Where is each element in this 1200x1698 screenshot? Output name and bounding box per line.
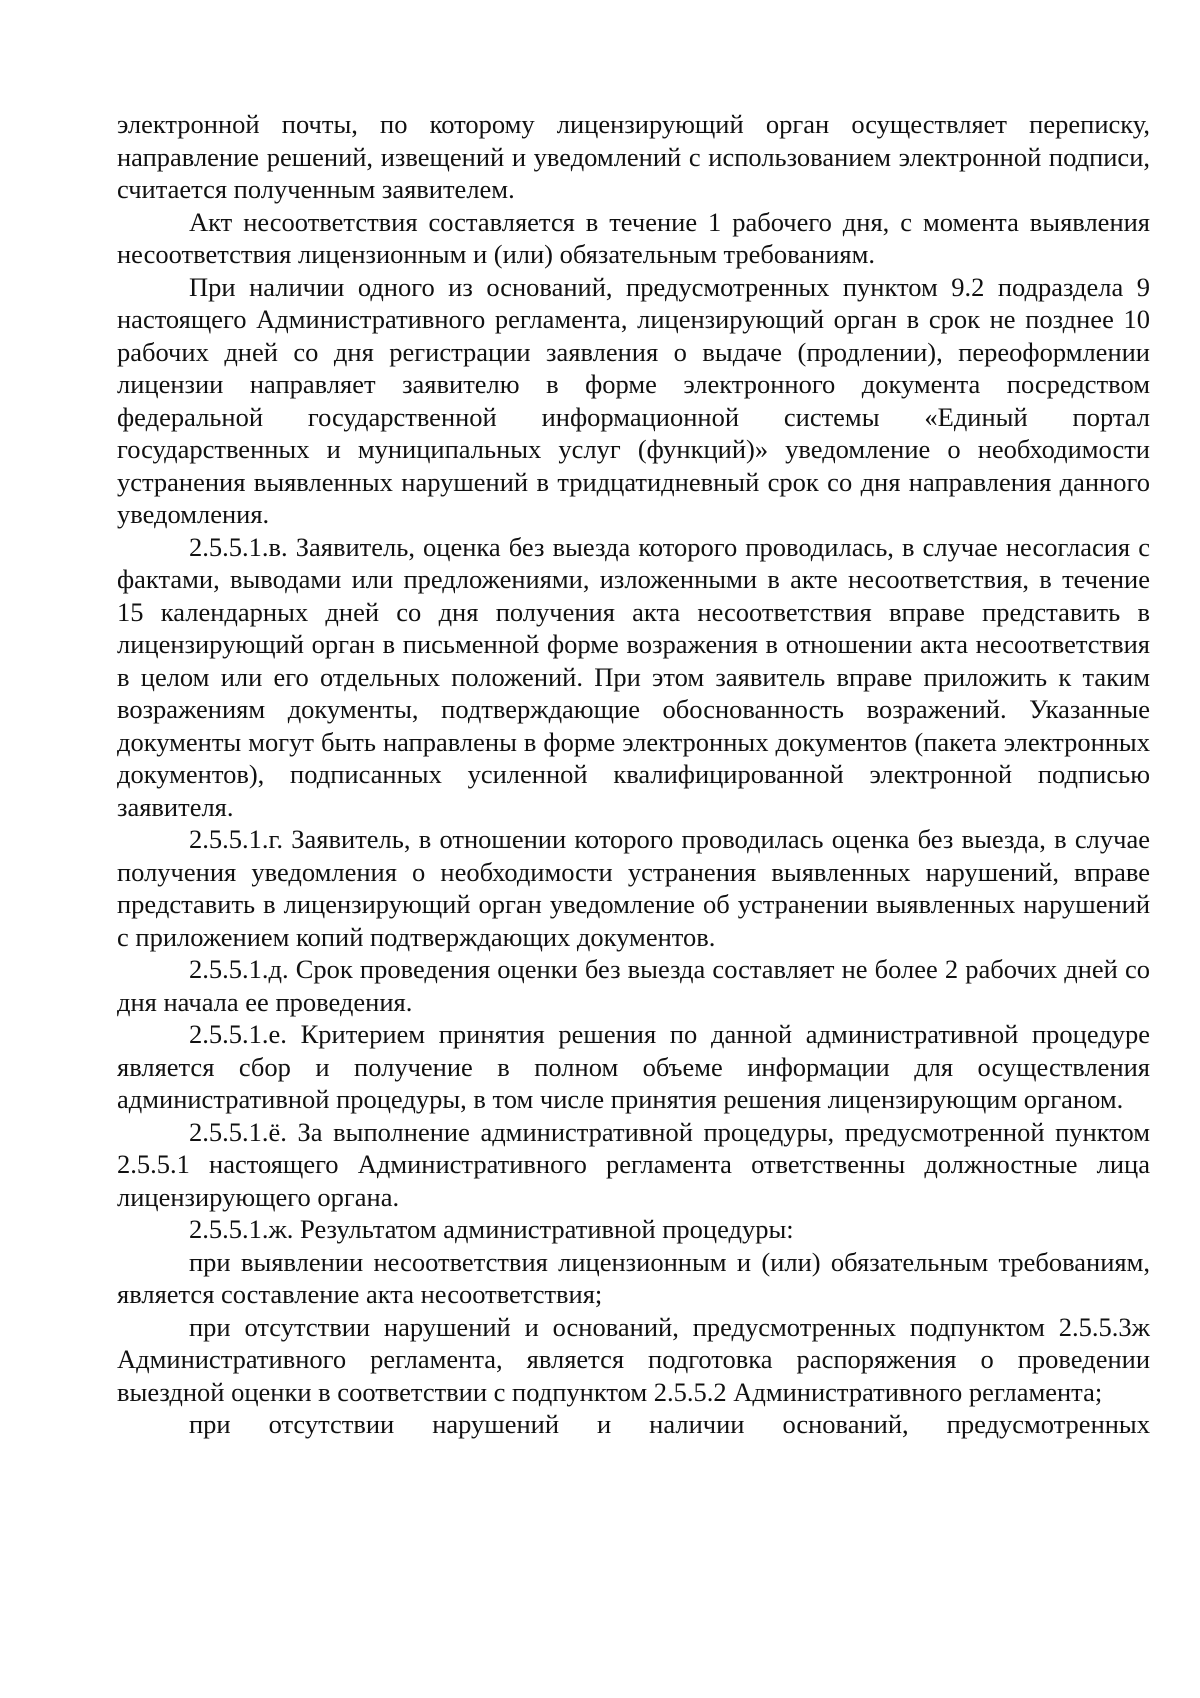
paragraph-result-continued: при отсутствии нарушений и наличии оснований, предусмотренных — [189, 1409, 1150, 1439]
paragraph-2-5-5-1-g: 2.5.5.1.г. Заявитель, в отношении которого проводилась оценка без выезда, в случае получения уведомления о необходимости устранения выявленных нарушений, вправе представить в лицензирующий орган уведомление об устранении выявленных нарушений с приложением копий подтверждающих документов. — [117, 824, 1150, 952]
paragraph-2-5-5-1-d: 2.5.5.1.д. Срок проведения оценки без выезда составляет не более 2 рабочих дней со дня начала ее проведения. — [117, 954, 1150, 1017]
paragraph-2-5-5-1-e: 2.5.5.1.е. Критерием принятия решения по данной административной процедуре является сбор и получение в полном объеме информации для осуществления административной процедуры, в том числе принятия решения лицензирующим органом. — [117, 1019, 1150, 1114]
paragraph-result-nonconformity: при выявлении несоответствия лицензионным и (или) обязательным требованиям, является составление акта несоответствия; — [117, 1246, 1150, 1309]
paragraph-2-5-5-1-zh: 2.5.5.1.ж. Результатом административной процедуры: — [189, 1214, 794, 1244]
document-page — [117, 108, 1150, 1441]
paragraph-result-onsite-assessment: при отсутствии нарушений и оснований, предусмотренных подпунктом 2.5.5.3ж Административного регламента, является подготовка распоряжения о проведении выездной оценки в соответствии с подпунктом 2.5.5.2 Административного регламента; — [117, 1311, 1150, 1407]
paragraph-2-5-5-1-v: 2.5.5.1.в. Заявитель, оценка без выезда которого проводилась, в случае несогласия с фактами, выводами или предложениями, изложенными в акте несоответствия, в течение 15 календарных дней со дня получения акта несоответствия вправе представить в лицензирующий орган в письменной форме возражения в отношении акта несоответствия в целом или его отдельных положений. При этом заявитель вправе приложить к таким возражениям документы, подтверждающие обоснованность возражений. Указанные документы могут быть направлены в форме электронных документов (пакета электронных документов), подписанных усиленной квалифицированной электронной подписью заявителя. — [117, 531, 1150, 822]
paragraph-act-of-nonconformity: Акт несоответствия составляется в течение 1 рабочего дня, с момента выявления несоответствия лицензионным и (или) обязательным требованиям. — [117, 206, 1150, 269]
paragraph-2-5-5-1-yo: 2.5.5.1.ё. За выполнение административной процедуры, предусмотренной пунктом 2.5.5.1 настоящего Административного регламента ответственны должностные лица лицензирующего органа. — [117, 1116, 1150, 1212]
paragraph-email-continuation: электронной почты, по которому лицензирующий орган осуществляет переписку, направление решений, извещений и уведомлений с использованием электронной подписи, считается полученным заявителем. — [117, 109, 1150, 204]
paragraph-violations-notice: При наличии одного из оснований, предусмотренных пунктом 9.2 подраздела 9 настоящего Административного регламента, лицензирующий орган в срок не позднее 10 рабочих дней со дня регистрации заявления о выдаче (продлении), переоформлении лицензии направляет заявителю в форме электронного документа посредством федеральной государственной информационной системы «Единый портал государственных и муниципальных услуг (функций)» уведомление о необходимости устранения выявленных нарушений в тридцатидневный срок со дня направления данного уведомления. — [117, 271, 1150, 529]
